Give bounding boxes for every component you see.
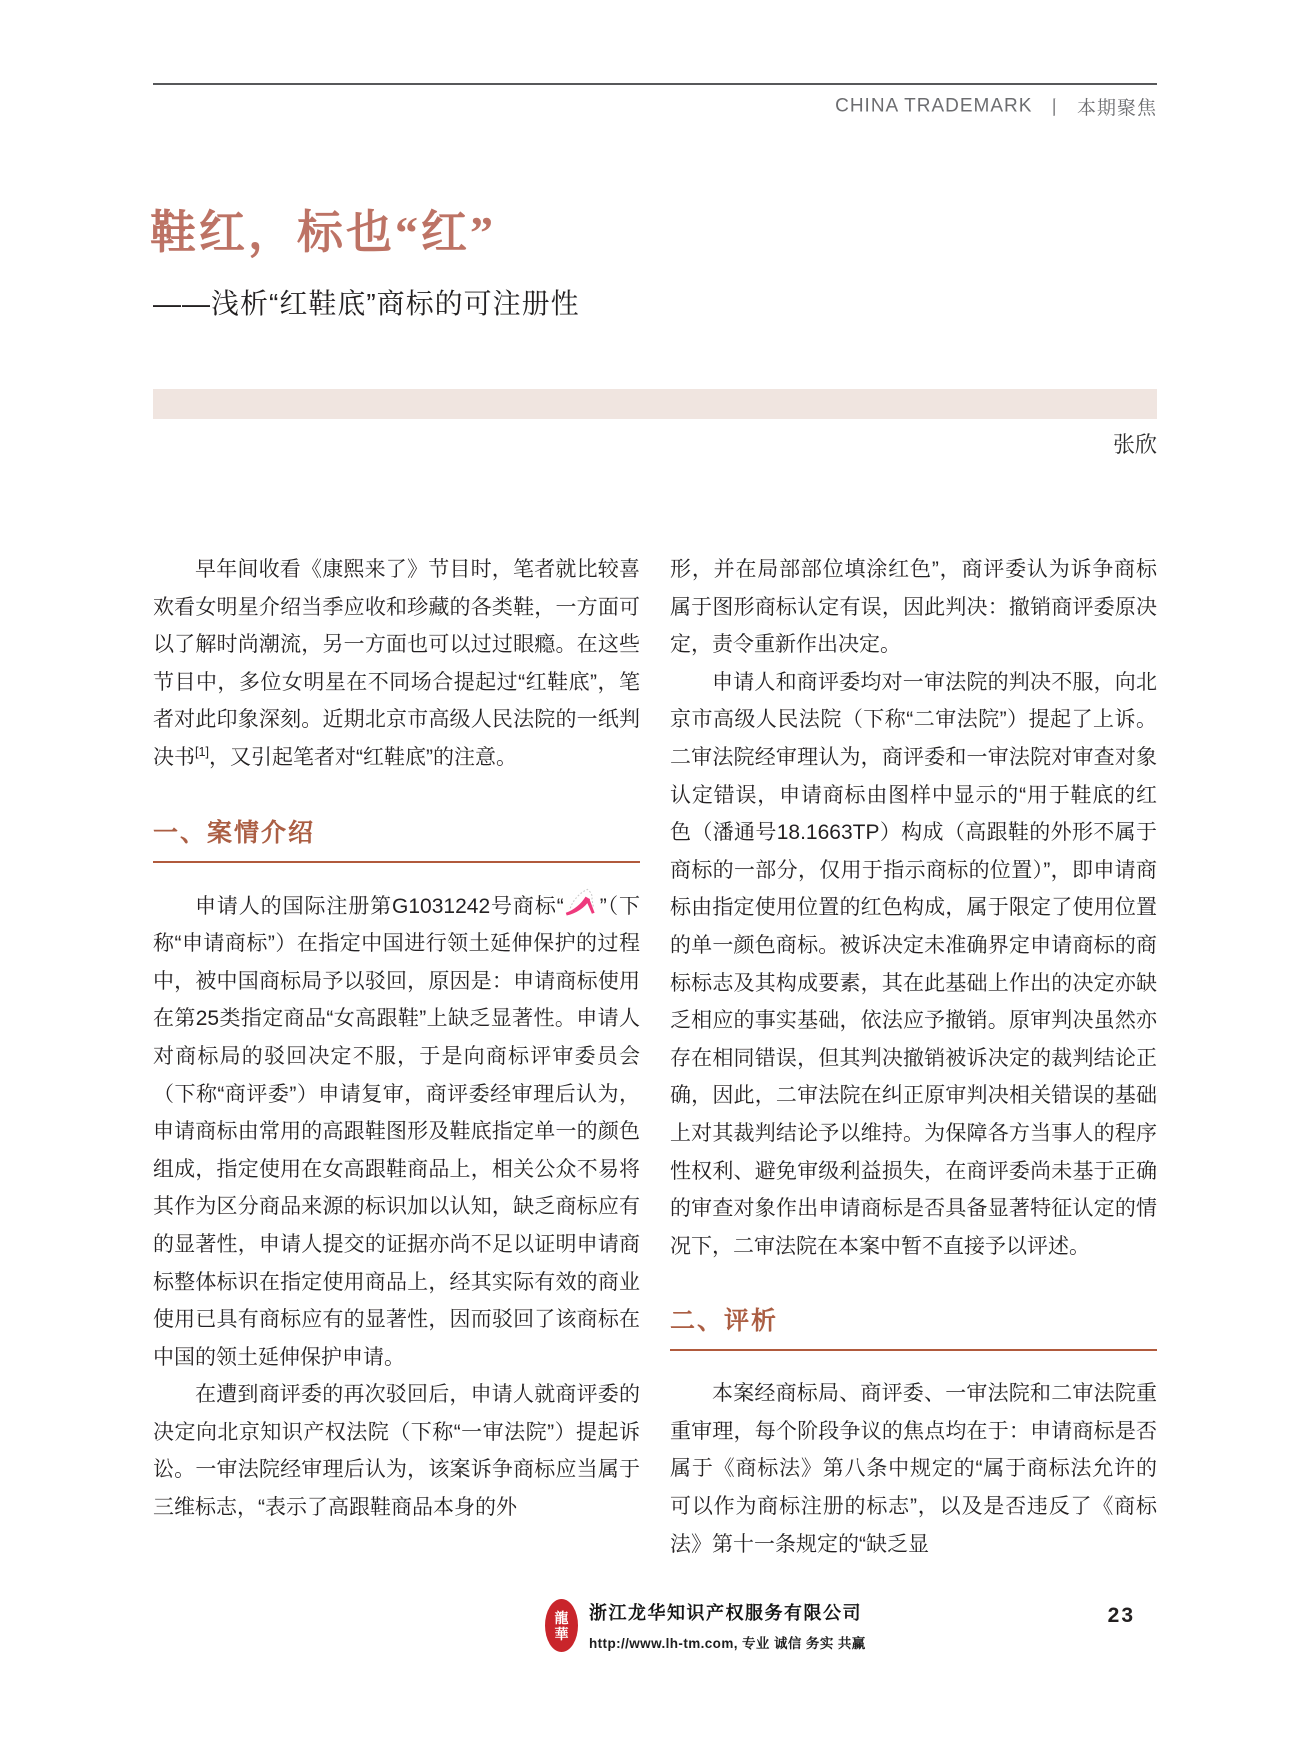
article-body: [153, 551, 1157, 1563]
footer-url-line: http://www.lh-tm.com, 专业 诚信 务实 共赢: [589, 1636, 866, 1651]
right-column: [670, 551, 1157, 1563]
lawsuit-paragraph: 在遭到商评委的再次驳回后，申请人就商评委的决定向北京知识产权法院（下称“一审法院”）提起诉讼。一审法院经审理后认为，该案诉争商标应当属于三维标志，“表示了高跟鞋商品本身的外: [153, 1383, 640, 1520]
header-separator: 丨: [1044, 98, 1065, 119]
column-name: 本期聚焦: [1076, 98, 1157, 119]
appeal-paragraph: 申请人和商评委均对一审法院的判决不服，向北京市高级人民法院（下称“二审法院”）提起了上诉。二审法院经审理认为，商评委和一审法院对审查对象认定错误，申请商标由图样中显示的“用于鞋底的红色（潘通号18.1663TP）构成（高跟鞋的外形不属于商标的一部分，仅用于指示商标的位置）”，即申请商标由指定使用位置的红色构成，属于限定了使用位置的单一颜色商标。被诉决定未准确界定申请商标的商标标志及其构成要素，其在此基础上作出的决定亦缺乏相应的事实基础，依法应予撤销。原审判决虽然亦存在相同错误，但其判决撤销被诉决定的裁判结论正确，因此，二审法院在纠正原审判决相关错误的基础上对其裁判结论予以维持。为保障各方当事人的程序性权利、避免审级利益损失，在商评委尚未基于正确的审查对象作出申请商标是否具备显著特征认定的情况下，二审法院在本案中暂不直接予以评述。: [670, 670, 1157, 1258]
page-number: 23: [1107, 1604, 1135, 1627]
case-paragraph: [153, 887, 640, 1377]
left-column: [153, 551, 640, 1563]
footer-brand-text: [589, 1599, 866, 1652]
section-heading-1: 一、案情介绍: [153, 819, 640, 863]
case-text-end: ”（下称“申请商标”）在指定中国进行领土延伸保护的过程中，被中国商标局予以驳回，原因是：申请商标使用在第25类指定商品“女高跟鞋”上缺乏显著性。申请人对商标局的驳回决定不服，于是向商标评审委员会（下称“商评委”）申请复审，商评委经审理后认为，申请商标由常用的高跟鞋图形及鞋底指定单一的颜色组成，指定使用在女高跟鞋商品上，相关公众不易将其作为区分商品来源的标识加以认知，缺乏商标应有的显著性，申请人提交的证据亦尚不足以证明申请商标整体标识在指定使用商品上，经其实际有效的商业使用已具有商标应有的显著性，因而驳回了该商标在中国的领土延伸保护申请。: [153, 894, 640, 1369]
footer-company-name: 浙江龙华知识产权服务有限公司: [589, 1603, 862, 1623]
author-name: 张欣: [1112, 432, 1157, 457]
article-subtitle: ——浅析“红鞋底”商标的可注册性: [153, 288, 580, 319]
seal-char-bottom: 華: [554, 1625, 569, 1642]
journal-name: CHINA TRADEMARK: [835, 95, 1033, 117]
lawsuit-paragraph-continued: 形，并在局部部位填涂红色”，商评委认为诉争商标属于图形商标认定有误，因此判决：撤销商评委原决定，责令重新作出决定。: [670, 558, 1157, 657]
header-caption: [153, 85, 1157, 120]
longhua-seal-icon: [545, 1599, 578, 1652]
intro-text-start: 早年间收看《康熙来了》节目时，笔者就比较喜欢看女明星介绍当季应收和珍藏的各类鞋，一方面可以了解时尚潮流，另一方面也可以过过眼瘾。在这些节目中，多位女明星在不同场合提起过“红鞋底”，笔者对此印象深刻。近期北京市高级人民法院的一纸判决书: [153, 558, 640, 769]
page-header: [153, 83, 1157, 120]
section-heading-2: 二、评析: [670, 1307, 1157, 1351]
article-title: 鞋红，标也“红”: [150, 207, 496, 258]
decorative-band: [153, 389, 1157, 419]
intro-text-end: ，又引起笔者对“红鞋底”的注意。: [209, 745, 518, 769]
footer-brand: [545, 1599, 866, 1652]
analysis-paragraph: 本案经商标局、商评委、一审法院和二审法院重重审理，每个阶段争议的焦点均在于：申请商标是否属于《商标法》第八条中规定的“属于商标法允许的可以作为商标注册的标志”，以及是否违反了《商标法》第十一条规定的“缺乏显: [670, 1382, 1157, 1556]
intro-paragraph: [153, 551, 640, 777]
trademark-shoe-icon: [564, 887, 600, 917]
case-text-start: 申请人的国际注册第G1031242号商标“: [195, 894, 564, 918]
footnote-ref: [1]: [195, 744, 210, 759]
seal-char-top: 龍: [554, 1609, 569, 1626]
